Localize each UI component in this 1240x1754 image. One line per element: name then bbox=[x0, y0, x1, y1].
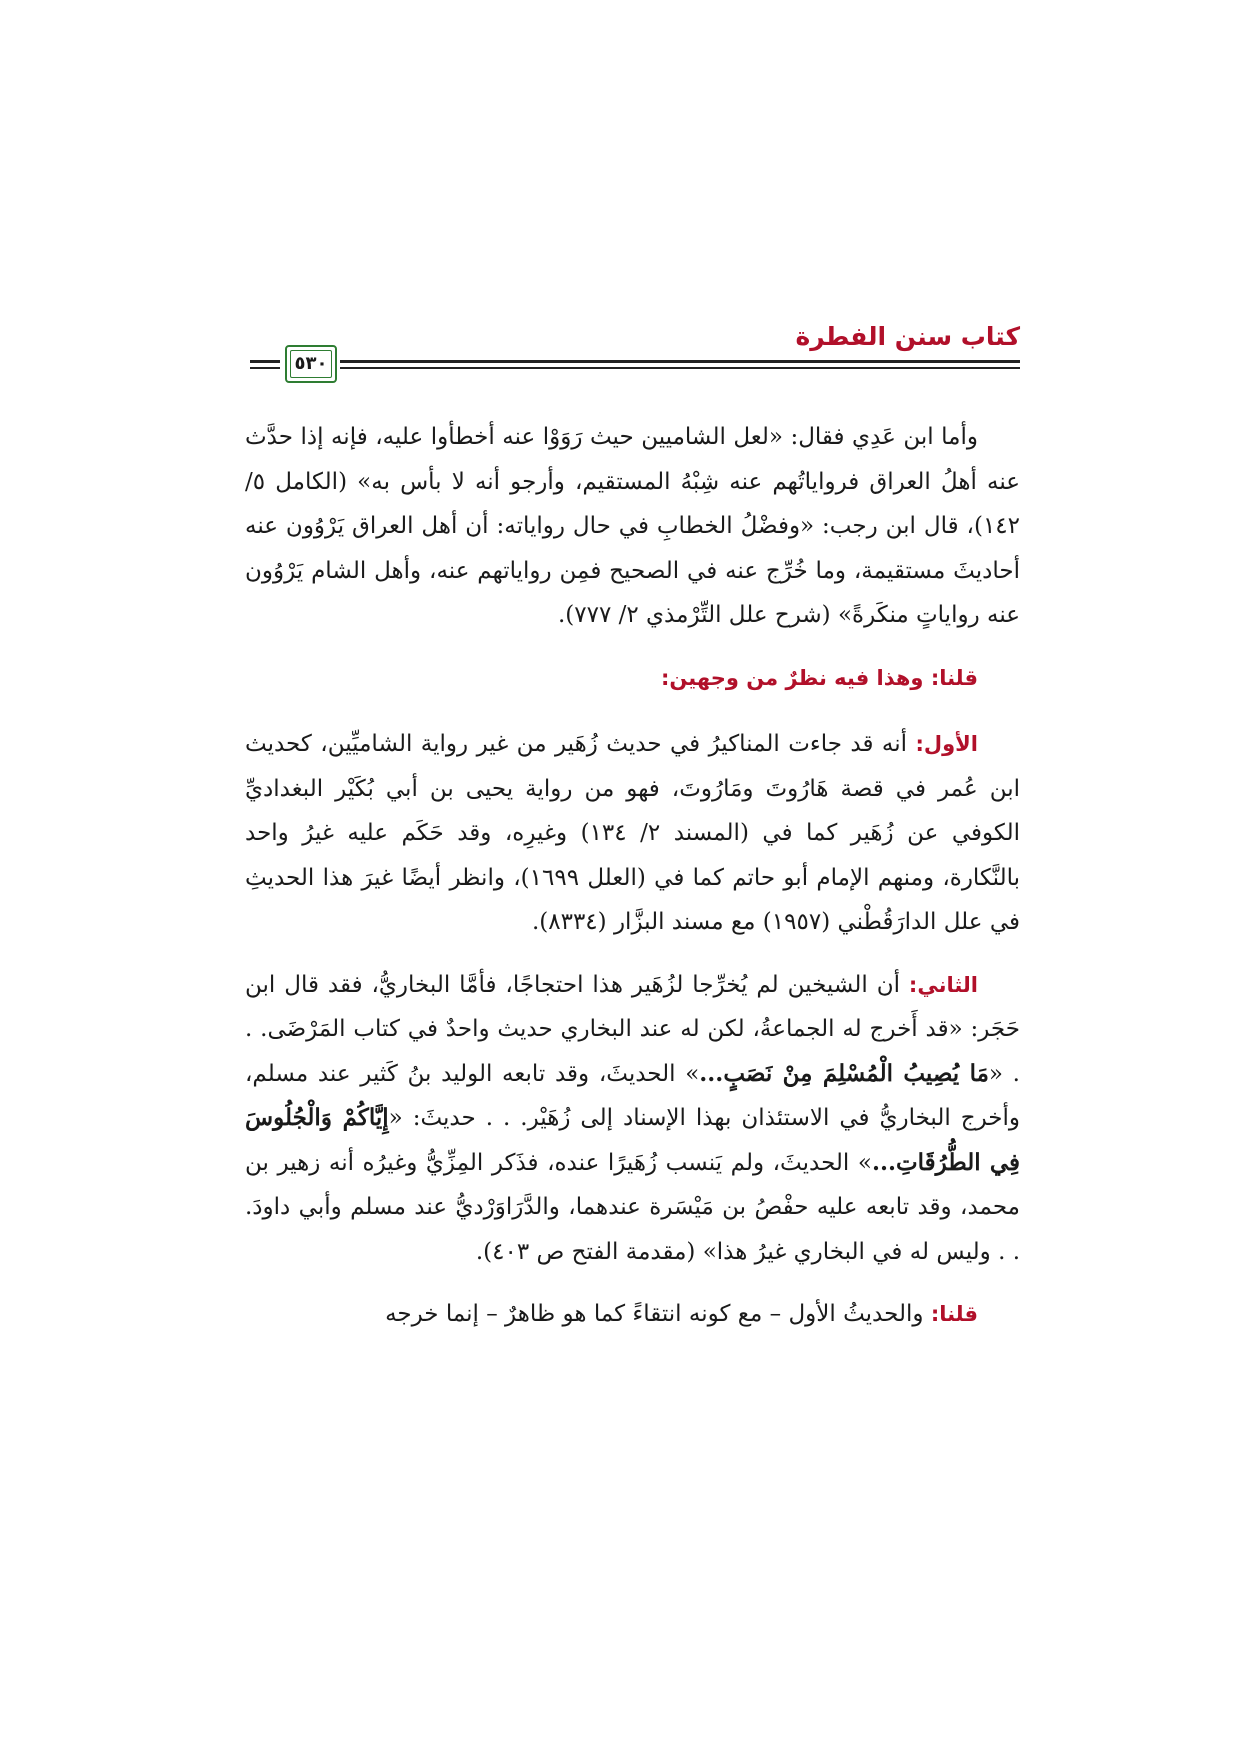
page-header bbox=[250, 300, 1020, 395]
second-point-text-b: » الحديثَ، وقد تابعه الوليد بنُ كَثير عند مسلم، وأخرج البخاريُّ في الاستئذان بهذا الإسناد إلى زُهَيْر. . . حديثَ: « bbox=[245, 1060, 1020, 1131]
second-point-label: الثاني: bbox=[908, 972, 978, 997]
paragraph-intro: وأما ابن عَدِي فقال: «لعل الشاميين حيث رَوَوْا عنه أخطأوا عليه، فإنه إذا حدَّث عنه أهلُ العراق فرواياتُهم عنه شِبْهُ المستقيم، وأرجو أنه لا بأس به» (الكامل ٥/ ١٤٢)، قال ابن رجب: «وفضْلُ الخطابِ في حال رواياته: أن أهل العراق يَرْوُون عنه أحاديثَ مستقيمة، وما خُرِّج عنه في الصحيح فمِن رواياتهم عنه، وأهل الشام يَرْوُون عنه رواياتٍ منكَرةً» (شرح علل التِّرْمذي ٢/ ٧٧٧). bbox=[245, 424, 1020, 628]
paragraph-closing bbox=[245, 1292, 1020, 1337]
first-point-text: أنه قد جاءت المناكيرُ في حديث زُهَير من غير رواية الشاميِّين، كحديث ابن عُمر في قصة هَارُوتَ ومَارُوتَ، فهو من رواية يحيى بن أبي بُكَيْر البغداديِّ الكوفي عن زُهَير كما في (المسند ٢/ ١٣٤) وغيرِه، وقد حَكَم عليه غيرُ واحد بالنَّكارة، ومنهم الإمام أبو حاتم كما في (العلل ١٦٩٩)، وانظر أيضًا غيرَ هذا الحديثِ في علل الدارَقُطْني (١٩٥٧) مع مسند البزَّار (٨٣٣٤). bbox=[245, 731, 1020, 935]
second-point-text-a: أن الشيخين لم يُخرِّجا لزُهَير هذا احتجاجًا، فأمَّا البخاريُّ، فقد قال ابن حَجَر: «قد أَخرج له الجماعةُ، لكن له عند البخاري حديث واحدٌ في كتاب المَرْضَى. . . « bbox=[245, 971, 1020, 1087]
heading-label: قلنا: bbox=[930, 665, 978, 690]
second-point-text-c: » الحديثَ، ولم يَنسب زُهَيرًا عنده، فذَكر المِزِّيُّ وغيرُه أنه زهير بن محمد، وقد تابعه عليه حفْصُ بن مَيْسَرة عندهما، والدَّرَاوَرْديُّ عند مسلم وأبي داودَ. . . وليس له في البخاري غيرُ هذا» (مقدمة الفتح ص ٤٠٣). bbox=[245, 1149, 1020, 1265]
header-rule-thick bbox=[340, 360, 1020, 363]
book-title: كتاب سنن الفطرة bbox=[795, 322, 1020, 351]
header-rule-left-thin bbox=[250, 367, 280, 369]
closing-text: والحديثُ الأول – مع كونه انتقاءً كما هو ظاهرٌ – إنما خرجه bbox=[385, 1301, 924, 1327]
paragraph-second-point bbox=[245, 963, 1020, 1275]
page-body bbox=[245, 415, 1020, 1355]
hadith-quote-1: مَا يُصِيبُ الْمُسْلِمَ مِنْ نَصَبٍ... bbox=[699, 1059, 989, 1087]
paragraph-first-point bbox=[245, 722, 1020, 945]
hadith-quote-2: إِيَّاكُمْ وَالْجُلُوسَ فِي الطُّرُقَاتِ... bbox=[245, 1104, 1020, 1176]
header-rule-thin bbox=[340, 367, 1020, 369]
page-number: ٥٣٠ bbox=[294, 353, 328, 374]
header-rule-left-thick bbox=[250, 360, 280, 363]
section-heading bbox=[245, 656, 1020, 701]
first-point-label: الأول: bbox=[915, 732, 978, 756]
page-number-frame bbox=[285, 345, 337, 383]
heading-text: وهذا فيه نظرٌ من وجهين: bbox=[661, 665, 924, 690]
closing-label: قلنا: bbox=[930, 1302, 978, 1326]
